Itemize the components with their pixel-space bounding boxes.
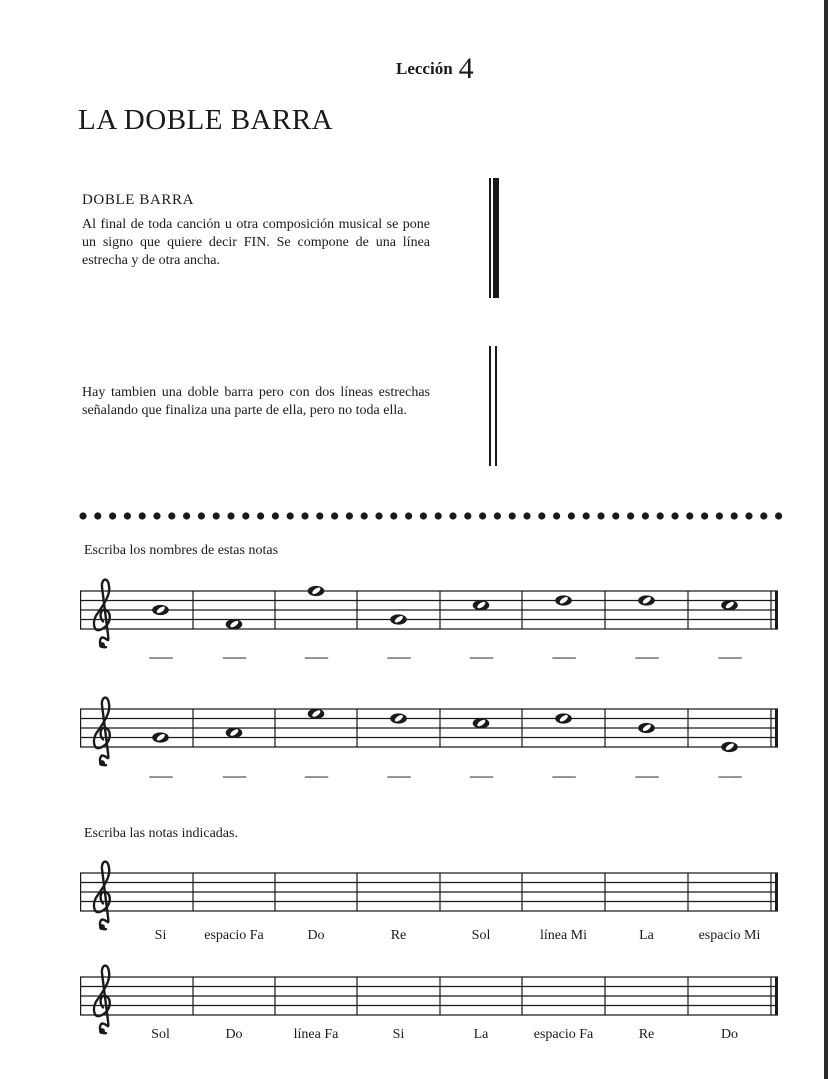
answer-blank[interactable]: ------- (148, 768, 173, 783)
note-label: Si (392, 1027, 405, 1042)
answer-blank[interactable]: ------- (469, 768, 493, 783)
note-label: espacio Mi (698, 928, 761, 943)
separator-dot (361, 512, 368, 519)
separator-dot (479, 512, 486, 519)
note-label: La (473, 1027, 489, 1042)
separator-dot (745, 512, 752, 519)
clef-stroke (94, 862, 110, 930)
answer-blank[interactable]: ------- (717, 649, 742, 664)
whole-note (721, 600, 738, 610)
separator-dot (686, 512, 693, 519)
separator-dot (198, 512, 205, 519)
separator-dot (494, 512, 501, 519)
treble-clef-icon (94, 966, 110, 1035)
answer-blank[interactable]: ------- (386, 649, 411, 664)
separator-dot (213, 512, 220, 519)
whole-note (152, 732, 169, 742)
exercise2-instruction: Escriba las notas indicadas. (84, 826, 238, 841)
whole-note (226, 619, 243, 629)
separator-dot (597, 512, 604, 519)
separator-dot (420, 512, 427, 519)
separator-dot (242, 512, 249, 519)
answer-blank[interactable]: ------- (222, 768, 246, 783)
separator-dot (272, 512, 279, 519)
note-label: línea Fa (293, 1027, 339, 1042)
separator-dot (287, 512, 294, 519)
separator-dot (731, 512, 738, 519)
treble-clef-icon (94, 580, 110, 649)
separator-dot (405, 512, 412, 519)
answer-blank[interactable]: ------- (634, 768, 659, 783)
separator-dot (109, 512, 116, 519)
separator-dot (657, 512, 664, 519)
clef-tail (99, 642, 105, 648)
separator-dot (464, 512, 471, 519)
separator-dot (346, 512, 353, 519)
clef-tail (99, 924, 105, 930)
clef-stroke (94, 580, 110, 648)
note-label: espacio Fa (204, 928, 264, 943)
whole-note (555, 595, 572, 605)
answer-blank[interactable]: ------- (222, 649, 246, 664)
note-label: Do (720, 1027, 739, 1042)
staff-exercise1-row1 (80, 580, 778, 649)
separator-dot (612, 512, 619, 519)
whole-note (308, 586, 325, 596)
note-label: Re (390, 928, 407, 943)
whole-note (390, 713, 407, 723)
note-label: Do (307, 928, 325, 943)
separator-dot (168, 512, 175, 519)
exercise1-instruction: Escriba los nombres de estas notas (84, 543, 279, 558)
separator-dot (94, 512, 101, 519)
whole-note (152, 605, 169, 615)
lesson-word: Lección (396, 59, 453, 78)
separator-dot (553, 512, 560, 519)
separator-dot (124, 512, 131, 519)
separator-dot (523, 512, 530, 519)
separator-dot (316, 512, 323, 519)
separator-dot (701, 512, 708, 519)
answer-blank[interactable]: ------- (634, 649, 659, 664)
separator-dot (153, 512, 160, 519)
double-barline-illustration (489, 346, 497, 466)
dotted-separator (79, 512, 782, 519)
note-label: línea Mi (539, 928, 588, 943)
separator-dot (716, 512, 723, 519)
clef-tail (99, 1028, 105, 1034)
whole-note (638, 723, 655, 733)
separator-dot (257, 512, 264, 519)
separator-dot (671, 512, 678, 519)
separator-dot (449, 512, 456, 519)
final-barline-illustration (489, 178, 499, 298)
page-title: LA DOBLE BARRA (78, 104, 334, 136)
answer-blank[interactable]: ------- (304, 649, 328, 664)
separator-dot (583, 512, 590, 519)
note-label: La (639, 928, 654, 943)
note-label: Re (638, 1027, 655, 1042)
separator-dot (538, 512, 545, 519)
answer-blank[interactable]: ------- (551, 649, 576, 664)
separator-dot (627, 512, 634, 519)
answer-blank[interactable]: ------- (551, 768, 576, 783)
staff-exercise2-row2 (80, 966, 778, 1035)
paragraph-final-barline: Al final de toda canción u otra composición musical se pone un signo que quiere decir FIN. Se compone de una línea estrecha y de otra ancha. (82, 217, 430, 268)
note-label: Do (225, 1027, 243, 1042)
staff-exercise2-row1 (80, 862, 778, 931)
treble-clef-icon (94, 698, 110, 767)
answer-blank[interactable]: ------- (469, 649, 493, 664)
whole-note (555, 713, 572, 723)
whole-note (473, 718, 490, 728)
lesson-number: 4 (458, 52, 474, 85)
paragraph-double-barline: Hay tambien una doble barra pero con dos líneas estrechas señalando que finaliza una parte de ella, pero no toda ella. (82, 385, 430, 418)
separator-dot (139, 512, 146, 519)
clef-stroke (94, 966, 110, 1034)
separator-dot (227, 512, 234, 519)
clef-stroke (94, 698, 110, 766)
whole-note (721, 742, 738, 752)
separator-dot (301, 512, 308, 519)
section-subtitle: DOBLE BARRA (82, 192, 195, 208)
separator-dot (390, 512, 397, 519)
whole-note (308, 709, 325, 719)
separator-dot (183, 512, 190, 519)
separator-dot (79, 512, 86, 519)
whole-note (226, 728, 243, 738)
answer-blank[interactable]: ------- (304, 768, 328, 783)
separator-dot (375, 512, 382, 519)
separator-dot (568, 512, 575, 519)
separator-dot (331, 512, 338, 519)
clef-tail (99, 760, 105, 766)
answer-blank[interactable]: ------- (717, 768, 742, 783)
note-label: Si (154, 928, 167, 943)
staff-exercise1-row2 (80, 698, 778, 767)
note-label: espacio Fa (533, 1027, 594, 1042)
separator-dot (775, 512, 782, 519)
separator-dot (760, 512, 767, 519)
separator-dot (509, 512, 516, 519)
answer-blank[interactable]: ------- (386, 768, 411, 783)
whole-note (473, 600, 490, 610)
whole-note (638, 595, 655, 605)
answer-blank[interactable]: ------- (148, 649, 173, 664)
separator-dot (642, 512, 649, 519)
note-label: Sol (151, 1027, 170, 1042)
treble-clef-icon (94, 862, 110, 931)
separator-dot (435, 512, 442, 519)
note-label: Sol (471, 928, 491, 943)
whole-note (390, 614, 407, 624)
